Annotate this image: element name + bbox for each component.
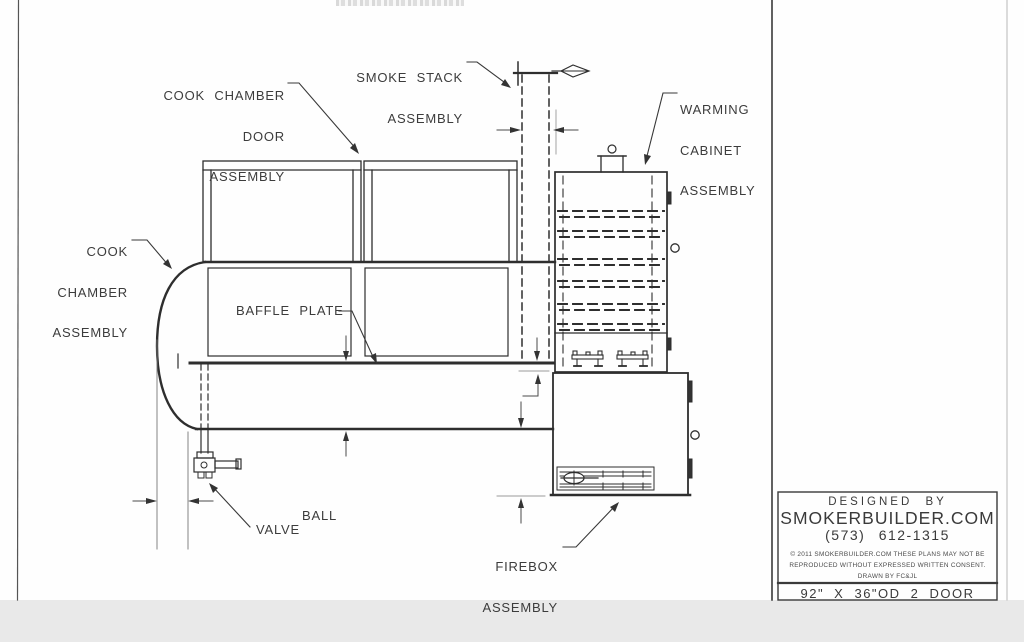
grate-brackets <box>572 351 648 366</box>
label-line: COOK CHAMBER <box>163 88 285 103</box>
label-line: ASSEMBLY <box>52 325 128 340</box>
copyright-line-2: REPRODUCED WITHOUT EXPRESSED WRITTEN CONSENT. <box>789 562 986 569</box>
label-line: ASSEMBLY <box>387 110 463 126</box>
smoke-stack <box>514 62 589 362</box>
phone-number: (573) 612-1315 <box>825 527 950 543</box>
cook-chamber-outline <box>157 262 555 429</box>
label-line: ASSEMBLY <box>482 599 558 615</box>
firebox-hinge-bottom <box>688 459 692 478</box>
firebox-label <box>472 533 558 641</box>
firebox-door-handle <box>691 431 699 439</box>
cook-chamber-door-label <box>155 62 285 211</box>
warming-cabinet-label <box>680 76 756 225</box>
designed-by-text: DESIGNED BY <box>828 496 947 508</box>
label-line: WARMING <box>680 102 750 117</box>
label-line: ASSEMBLY <box>209 169 285 184</box>
drain-and-ball-valve <box>194 364 241 478</box>
cabinet-hinge-bottom <box>667 338 671 350</box>
label-line: COOK <box>86 244 128 259</box>
cook-chamber-label <box>38 218 128 367</box>
ball-valve-label-ball: BALL <box>302 508 338 523</box>
smoke-stack-label <box>345 44 463 152</box>
label-line: CHAMBER <box>57 284 128 300</box>
baffle-plate-label: BAFFLE PLATE <box>236 303 344 318</box>
cabinet-door-handle <box>671 244 679 252</box>
label-line: FIREBOX <box>495 559 558 574</box>
copyright-line-1: © 2011 SMOKERBUILDER.COM THESE PLANS MAY NOT BE <box>790 551 985 558</box>
warming-cabinet <box>555 145 679 372</box>
company-name: SMOKERBUILDER.COM <box>780 508 995 528</box>
firebox-air-intake <box>557 467 654 490</box>
cabinet-hinge-top <box>667 192 671 204</box>
right-door-opening <box>365 268 508 356</box>
model-designation: 92" X 36"OD 2 DOOR <box>800 586 975 601</box>
label-line: SMOKE STACK <box>356 70 463 85</box>
label-line: DOOR <box>242 128 285 144</box>
valve-handle <box>215 461 238 468</box>
firebox <box>551 373 699 495</box>
firebox-hinge-top <box>688 381 692 402</box>
ball-valve-label-valve: VALVE <box>256 522 300 537</box>
cropped-top-text <box>336 0 464 6</box>
label-line: CABINET <box>680 142 742 158</box>
cabinet-racks <box>558 211 664 330</box>
copyright-line-3: DRAWN BY FC&JL <box>857 573 918 580</box>
label-line: ASSEMBLY <box>680 183 756 198</box>
